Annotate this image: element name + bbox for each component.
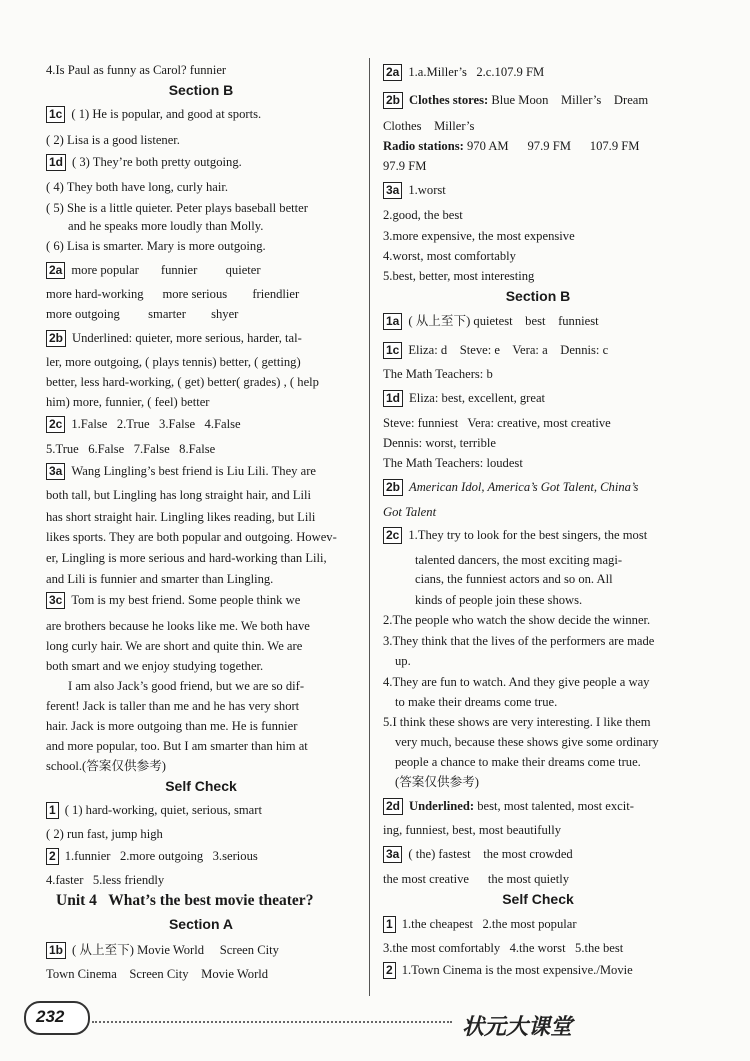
answer-text: ( 从上至下) quietest best funniest — [408, 314, 599, 328]
answer-line: er, Lingling is more serious and hard-working than Lili, — [46, 551, 327, 565]
answer-line: very much, because these shows give some ordinary — [395, 735, 659, 749]
answer-line: likes sports. They are both popular and outgoing. Howev- — [46, 530, 337, 544]
answer-line: more outgoing smarter shyer — [46, 307, 239, 321]
answer-text: American Idol, America’s Got Talent, China’s — [409, 480, 639, 494]
answer-line: both smart and we enjoy studying together. — [46, 659, 264, 673]
answer-line: ( 2) run fast, jump high — [46, 827, 163, 841]
answer-line: 5.best, better, most interesting — [383, 269, 535, 283]
answer-text: ( 1) hard-working, quiet, serious, smart — [64, 803, 262, 817]
exercise-tag: 3c — [46, 592, 65, 609]
answer-text: Eliza: best, excellent, great — [409, 391, 546, 405]
page-number: 232 — [36, 1007, 65, 1026]
exercise-tag: 2c — [46, 416, 65, 433]
unit-title: Unit 4 What’s the best movie theater? — [56, 892, 314, 909]
answer-line — [46, 262, 261, 279]
exercise-tag: 2b — [46, 330, 66, 347]
answer-line — [46, 848, 258, 865]
answer-line: ( 2) Lisa is a good listener. — [46, 133, 180, 147]
answer-line: ( 4) They both have long, curly hair. — [46, 180, 228, 194]
answer-text: 1.funnier 2.more outgoing 3.serious — [64, 849, 258, 863]
answer-line: him) more, funnier, ( feel) better — [46, 395, 210, 409]
answer-line: school.(答案仅供参考) — [46, 759, 166, 773]
footer-dotted-rule — [92, 1021, 452, 1023]
answer-line — [383, 342, 608, 359]
answer-line: 3.They think that the lives of the performers are made — [383, 634, 655, 648]
answer-text: 970 AM 97.9 FM 107.9 FM — [466, 139, 640, 153]
answer-line: to make their dreams come true. — [395, 695, 558, 709]
exercise-tag: 2 — [46, 848, 59, 865]
answer-text: Wang Lingling’s best friend is Liu Lili. They are — [71, 464, 316, 478]
exercise-tag: 1c — [46, 106, 65, 123]
exercise-tag: 1b — [46, 942, 66, 959]
answer-line: ferent! Jack is taller than me and he has very short — [46, 699, 300, 713]
answer-line: The Math Teachers: b — [383, 367, 493, 381]
answer-line: The Math Teachers: loudest — [383, 456, 523, 470]
answer-line: ing, funniest, best, most beautifully — [383, 823, 562, 837]
exercise-tag: 1 — [46, 802, 59, 819]
answer-line — [46, 802, 262, 819]
answer-line — [46, 942, 279, 959]
exercise-tag: 3a — [46, 463, 65, 480]
exercise-tag: 2d — [383, 798, 403, 815]
exercise-tag: 2b — [383, 479, 403, 496]
answer-line: and more popular, too. But I am smarter than him at — [46, 739, 308, 753]
answer-line — [383, 138, 639, 154]
section-heading: Self Check — [502, 891, 574, 907]
answer-line: I am also Jack’s good friend, but we are so dif- — [68, 679, 305, 693]
answer-line: 4.They are fun to watch. And they give people a way — [383, 675, 650, 689]
answer-line: the most creative the most quietly — [383, 872, 570, 886]
answer-line — [383, 916, 577, 933]
section-heading: Self Check — [165, 778, 237, 794]
answer-line — [383, 798, 634, 815]
answer-text: 1.the cheapest 2.the most popular — [401, 917, 577, 931]
answer-line — [383, 846, 573, 863]
answer-text: Blue Moon Miller’s Dream — [491, 93, 649, 107]
exercise-tag: 2a — [46, 262, 65, 279]
answer-line: talented dancers, the most exciting magi- — [415, 553, 623, 567]
answer-line: ( 5) She is a little quieter. Peter plays baseball better — [46, 201, 308, 215]
answer-line: 4.worst, most comfortably — [383, 249, 516, 263]
answer-label: Radio stations: — [383, 139, 464, 153]
answer-line: cians, the funniest actors and so on. All — [415, 572, 613, 586]
answer-line: 2.The people who watch the show decide the winner. — [383, 613, 651, 627]
answer-line: 4.faster 5.less friendly — [46, 873, 165, 887]
exercise-tag: 1c — [383, 342, 402, 359]
answer-text: Tom is my best friend. Some people think we — [71, 593, 301, 607]
answer-line: and Lili is funnier and smarter than Lingling. — [46, 572, 274, 586]
answer-line — [46, 154, 242, 171]
exercise-tag: 3a — [383, 846, 402, 863]
exercise-tag: 3a — [383, 182, 402, 199]
answer-line — [383, 479, 638, 496]
exercise-tag: 1 — [383, 916, 396, 933]
brand-logo: 状元大课堂 — [462, 1014, 573, 1040]
answer-line — [383, 527, 647, 544]
answer-line: 3.more expensive, the most expensive — [383, 229, 575, 243]
answer-line: people a chance to make their dreams come true. — [395, 755, 641, 769]
exercise-tag: 2a — [383, 64, 402, 81]
answer-text: ( 3) They’re both pretty outgoing. — [72, 155, 242, 169]
answer-line: long curly hair. We are short and quite thin. We are — [46, 639, 303, 653]
answer-text: more popular funnier quieter — [71, 263, 261, 277]
answer-line — [383, 313, 599, 330]
answer-text: Underlined: quieter, more serious, harder, tal- — [72, 331, 302, 345]
answer-line: Town Cinema Screen City Movie World — [46, 967, 269, 981]
answer-text: Eliza: d Steve: e Vera: a Dennis: c — [408, 343, 609, 357]
answer-line — [383, 92, 648, 109]
answer-line: Got Talent — [383, 505, 437, 519]
exercise-tag: 1d — [46, 154, 66, 171]
answer-text: best, most talented, most excit- — [477, 799, 634, 813]
answer-line — [46, 463, 316, 480]
answer-text: 1.worst — [408, 183, 446, 197]
exercise-tag: 2 — [383, 962, 396, 979]
exercise-tag: 2c — [383, 527, 402, 544]
answer-line — [383, 64, 544, 81]
answer-text: 1.Town Cinema is the most expensive./Movie — [401, 963, 633, 977]
answer-text: ( 从上至下) Movie World Screen City — [72, 943, 279, 957]
exercise-tag: 1d — [383, 390, 403, 407]
answer-line: 4.Is Paul as funny as Carol? funnier — [46, 63, 227, 77]
section-heading: Section B — [168, 82, 234, 98]
answer-line: ler, more outgoing, ( plays tennis) better, ( getting) — [46, 355, 301, 369]
answer-line — [46, 592, 300, 609]
answer-line: (答案仅供参考) — [395, 775, 479, 789]
column-divider — [369, 58, 370, 996]
answer-line: up. — [395, 654, 411, 668]
answer-text: ( the) fastest the most crowded — [408, 847, 573, 861]
answer-line: 5.I think these shows are very interesting. I like them — [383, 715, 651, 729]
section-heading: Section B — [505, 288, 571, 304]
answer-line: Dennis: worst, terrible — [383, 436, 496, 450]
answer-text: ( 1) He is popular, and good at sports. — [71, 107, 262, 121]
answer-line: 3.the most comfortably 4.the worst 5.the best — [383, 941, 624, 955]
answer-line — [46, 416, 241, 433]
answer-text: 1.They try to look for the best singers, the most — [408, 528, 648, 542]
answer-label: Underlined: — [409, 799, 475, 813]
answer-line — [383, 962, 633, 979]
answer-label: Clothes stores: — [409, 93, 489, 107]
answer-line: Clothes Miller’s — [383, 119, 475, 133]
answer-line — [46, 330, 302, 347]
answer-text: 1.a.Miller’s 2.c.107.9 FM — [408, 65, 545, 79]
exercise-tag: 1a — [383, 313, 402, 330]
answer-line: ( 6) Lisa is smarter. Mary is more outgoing. — [46, 239, 266, 253]
answer-line: Steve: funniest Vera: creative, most creative — [383, 416, 611, 430]
answer-line — [383, 390, 545, 407]
section-heading: Section A — [168, 916, 234, 932]
answer-line — [383, 182, 446, 199]
answer-line: are brothers because he looks like me. We both have — [46, 619, 310, 633]
exercise-tag: 2b — [383, 92, 403, 109]
answer-line: more hard-working more serious friendlier — [46, 287, 300, 301]
answer-line: has short straight hair. Lingling likes reading, but Lili — [46, 510, 316, 524]
answer-line: hair. Jack is more outgoing than me. He is funnier — [46, 719, 298, 733]
answer-line: better, less hard-working, ( get) better( grades) , ( help — [46, 375, 319, 389]
answer-line: and he speaks more loudly than Molly. — [68, 219, 264, 233]
answer-text: 1.False 2.True 3.False 4.False — [71, 417, 241, 431]
answer-line: 2.good, the best — [383, 208, 463, 222]
answer-line — [46, 106, 261, 123]
answer-line: 5.True 6.False 7.False 8.False — [46, 442, 216, 456]
answer-line: kinds of people join these shows. — [415, 593, 583, 607]
answer-line: 97.9 FM — [383, 159, 427, 173]
answer-line: both tall, but Lingling has long straight hair, and Lili — [46, 488, 311, 502]
